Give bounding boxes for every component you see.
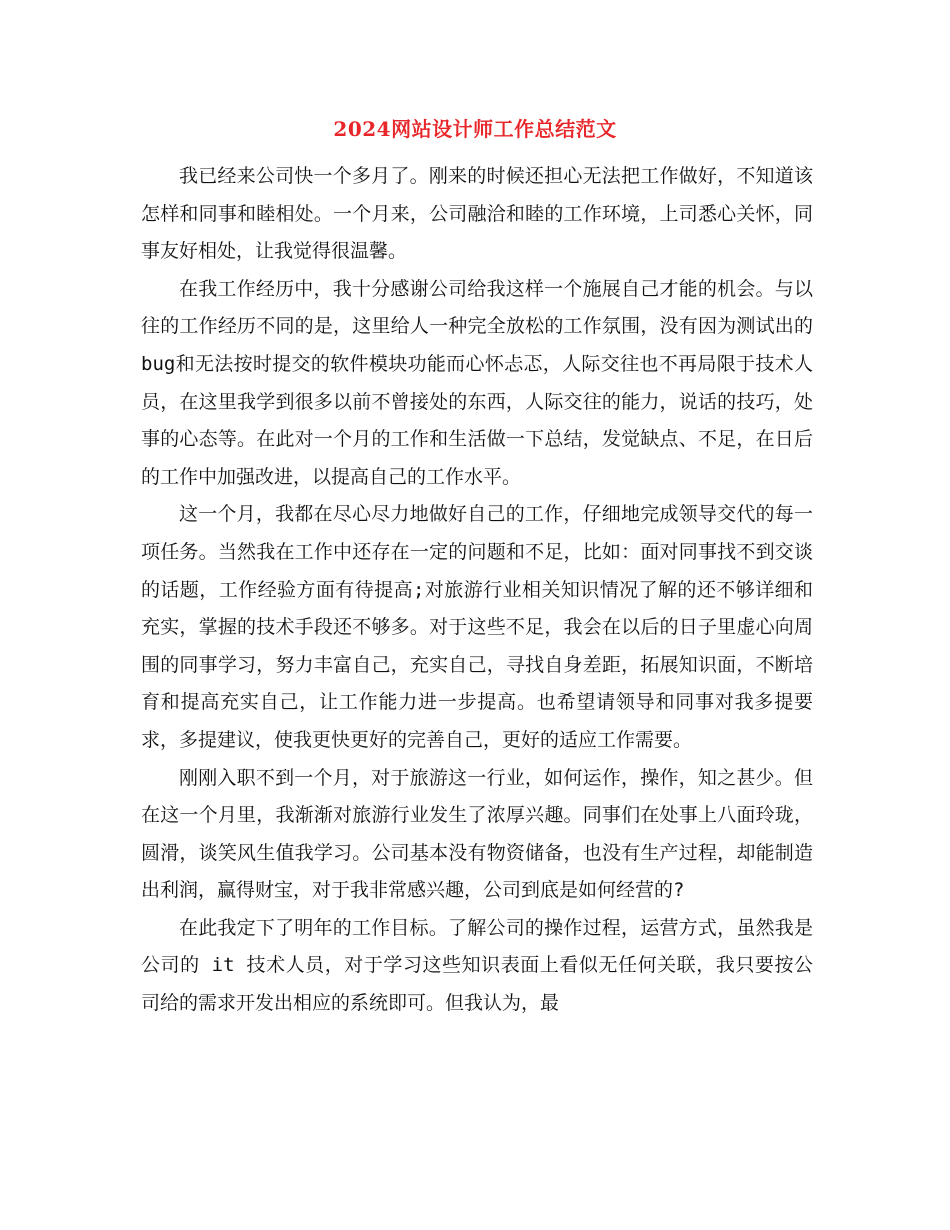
- paragraph-4: 刚刚入职不到一个月，对于旅游这一行业，如何运作，操作，知之甚少。但在这一个月里，我渐渐对旅游行业发生了浓厚兴趣。同事们在处事上八面玲珑，圆滑，谈笑风生值我学习。公司基本没有物资储备，也没有生产过程，却能制造出利润，赢得财宝，对于我非常感兴趣，公司到底是如何经营的?: [141, 766, 813, 902]
- paragraph-5: 在此我定下了明年的工作目标。了解公司的操作过程，运营方式，虽然我是公司的 it 技术人员，对于学习这些知识表面上看似无任何关联，我只要按公司给的需求开发出相应的系统即可。但我认为，最: [141, 916, 813, 1015]
- paragraph-3: 这一个月，我都在尽心尽力地做好自己的工作，仔细地完成领导交代的每一项任务。当然我在工作中还存在一定的问题和不足，比如：面对同事找不到交谈的话题，工作经验方面有待提高;对旅游行业相关知识情况了解的还不够详细和充实，掌握的技术手段还不够多。对于这些不足，我会在以后的日子里虚心向周围的同事学习，努力丰富自己，充实自己，寻找自身差距，拓展知识面，不断培育和提高充实自己，让工作能力进一步提高。也希望请领导和同事对我多提要求，多提建议，使我更快更好的完善自己，更好的适应工作需要。: [141, 503, 813, 751]
- paragraph-2: 在我工作经历中，我十分感谢公司给我这样一个施展自己才能的机会。与以往的工作经历不同的是，这里给人一种完全放松的工作氛围，没有因为测试出的bug和无法按时提交的软件模块功能而心怀忐忑，人际交往也不再局限于技术人员，在这里我学到很多以前不曾接处的东西，人际交往的能力，说话的技巧，处事的心态等。在此对一个月的工作和生活做一下总结，发觉缺点、不足，在日后的工作中加强改进，以提高自己的工作水平。: [141, 277, 813, 488]
- document-title: 2024网站设计师工作总结范文: [333, 117, 617, 141]
- paragraph-1: 我已经来公司快一个多月了。刚来的时候还担心无法把工作做好，不知道该怎样和同事和睦相处。一个月来，公司融洽和睦的工作环境，上司悉心关怀，同事友好相处，让我觉得很温馨。: [141, 165, 813, 263]
- document-body: [141, 158, 813, 1023]
